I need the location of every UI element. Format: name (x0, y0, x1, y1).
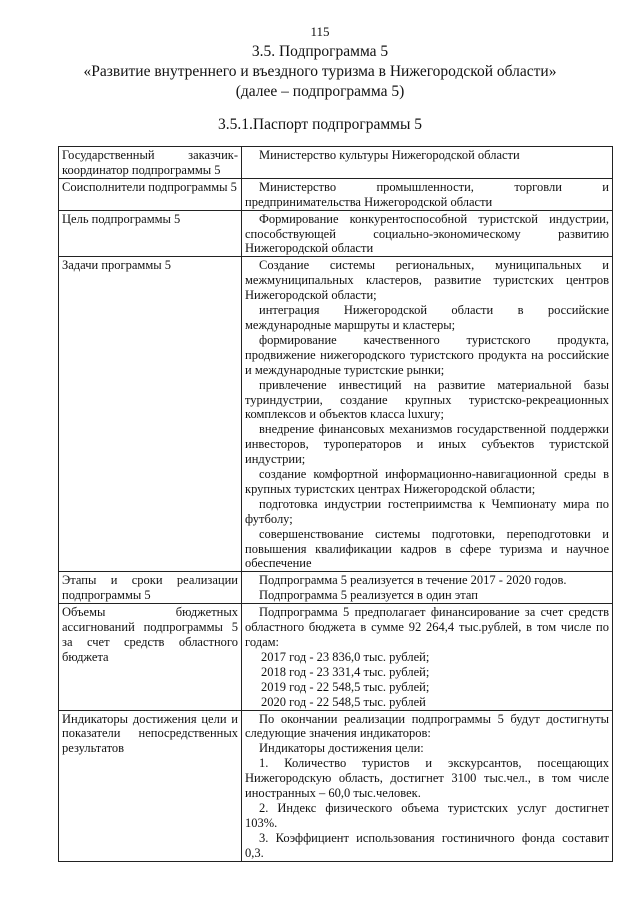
table-row (59, 572, 613, 604)
content-paragraph: Формирование конкурентоспособной туристской индустрии, способствующей социально-экономическому развитию Нижегородской области (245, 211, 609, 256)
table-row (59, 710, 613, 861)
content-paragraph: Министерство промышленности, торговли и предпринимательства Нижегородской области (245, 179, 609, 209)
table-row (59, 604, 613, 710)
content-paragraph: подготовка индустрии гостеприимства к Чемпионату мира по футболу; (245, 496, 609, 526)
section-heading: 3.5. Подпрограмма 5 (251, 43, 389, 60)
row-label: Цель подпрограммы 5 (59, 210, 242, 257)
funding-year-line: 2017 год - 23 836,0 тыс. рублей; (261, 649, 430, 664)
content-paragraph: 1. Количество туристов и экскурсантов, посещающих Нижегородскую область, достигнет 3100 тыс.чел., в том числе иностранных – 60,0 тыс.человек. (245, 756, 609, 801)
passport-table (58, 146, 613, 862)
funding-year-line: 2019 год - 22 548,5 тыс. рублей; (261, 679, 430, 694)
content-paragraph: Создание системы региональных, муниципальных и межмуниципальных кластеров, развитие туристских центров Нижегородской области; (245, 258, 609, 303)
row-content (242, 710, 613, 861)
row-label: Государственный заказчик-координатор подпрограммы 5 (59, 147, 242, 179)
funding-year-line: 2018 год - 23 331,4 тыс. рублей; (261, 664, 430, 679)
content-paragraph: 3. Коэффициент использования гостиничного фонда составит 0,3. (245, 830, 609, 860)
row-content (242, 210, 613, 257)
content-paragraph: Индикаторы достижения цели: (259, 741, 424, 756)
funding-year-line: 2020 год - 22 548,5 тыс. рублей (261, 694, 426, 709)
content-paragraph: привлечение инвестиций на развитие материальной базы туриндустрии, создание крупных туристско-рекреационных комплексов и объектов класса luxury; (245, 377, 609, 422)
content-paragraph: интеграция Нижегородской области в российские международные маршруты и кластеры; (245, 303, 609, 332)
content-paragraph: Подпрограмма 5 реализуется в течение 2017 - 2020 годов. (259, 573, 567, 588)
row-content (242, 257, 613, 572)
passport-heading: 3.5.1.Паспорт подпрограммы 5 (218, 116, 422, 133)
content-paragraph: 2. Индекс физического объема туристских услуг достигнет 103%. (245, 800, 609, 830)
row-content (242, 604, 613, 710)
subprogram-note: (далее – подпрограмма 5) (235, 83, 405, 100)
content-paragraph: формирование качественного туристского продукта, продвижение нижегородского туристского продукта на российские и международные туристские рынки; (245, 332, 609, 377)
content-paragraph: совершенствование системы подготовки, переподготовки и повышения квалификации кадров в сфере туризма и научное обеспечение (245, 526, 609, 571)
content-paragraph: Подпрограмма 5 предполагает финансирование за счет средств областного бюджета в сумме 92 264,4 тыс.рублей, в том числе по годам: (245, 605, 609, 649)
row-content (242, 572, 613, 604)
subprogram-title: «Развитие внутреннего и въездного туризма в Нижегородской области» (83, 63, 557, 80)
content-paragraph: создание комфортной информационно-навигационной среды в крупных туристских центрах Нижегородской области; (245, 467, 609, 496)
row-label: Задачи программы 5 (59, 257, 242, 572)
content-paragraph: внедрение финансовых механизмов государственной поддержки инвесторов, туроператоров и иных субъектов туристской индустрии; (245, 422, 609, 467)
row-label: Этапы и сроки реализации подпрограммы 5 (59, 572, 242, 604)
table-row (59, 147, 613, 179)
table-row (59, 257, 613, 572)
page-number: 115 (310, 24, 330, 39)
content-paragraph: По окончании реализации подпрограммы 5 будут достигнуты следующие значения индикаторов: (245, 711, 609, 741)
content-paragraph: Министерство культуры Нижегородской области (259, 148, 520, 162)
row-content (242, 178, 613, 210)
row-label: Соисполнители подпрограммы 5 (59, 178, 242, 210)
table-row (59, 210, 613, 257)
row-label: Индикаторы достижения цели и показатели непосредственных результатов (59, 710, 242, 861)
content-paragraph: Подпрограмма 5 реализуется в один этап (259, 588, 478, 603)
table-row (59, 178, 613, 210)
row-label: Объемы бюджетных ассигнований подпрограммы 5 за счет средств областного бюджета (59, 604, 242, 710)
row-content (242, 147, 613, 179)
